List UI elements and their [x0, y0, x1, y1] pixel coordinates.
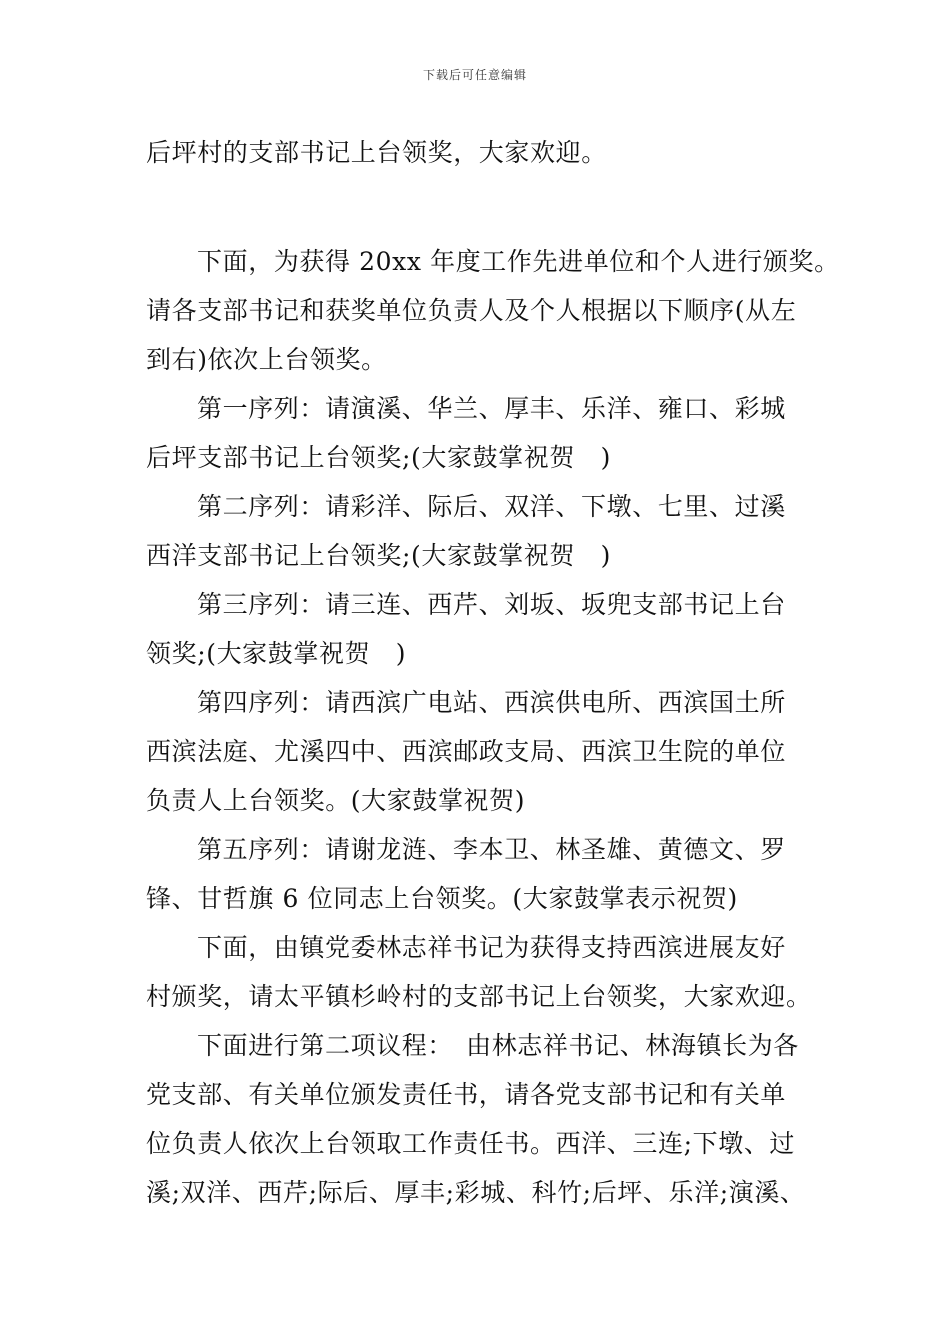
paragraph-gap	[146, 177, 836, 237]
text-line: 党支部、有关单位颁发责任书，请各党支部书记和有关单	[146, 1080, 787, 1109]
header-note: 下载后可任意编辑	[422, 68, 527, 82]
document-body	[146, 128, 840, 1217]
text-line: 后坪村的支部书记上台领奖，大家欢迎。	[146, 138, 607, 167]
text-line: 下面，为获得 20xx 年度工作先进单位和个人进行颁奖。	[197, 247, 840, 276]
text-line: 西洋支部书记上台领奖;(大家鼓掌祝贺 )	[146, 541, 611, 570]
text-line: 下面，由镇党委林志祥书记为获得支持西滨进展友好	[197, 933, 786, 962]
text-line: 第五序列：请谢龙涟、李本卫、林圣雄、黄德文、罗	[197, 835, 786, 864]
text-line: 第三序列：请三连、西芹、刘坂、坂兜支部书记上台	[197, 590, 786, 619]
text-line: 领奖;(大家鼓掌祝贺 )	[146, 639, 407, 668]
text-line: 下面进行第二项议程： 由林志祥书记、林海镇长为各	[197, 1031, 799, 1060]
text-line: 第一序列：请演溪、华兰、厚丰、乐洋、雍口、彩城	[197, 394, 786, 423]
text-line: 请各支部书记和获奖单位负责人及个人根据以下顺序(从左	[146, 296, 797, 325]
text-line: 负责人上台领奖。(大家鼓掌祝贺)	[146, 786, 526, 815]
text-line: 位负责人依次上台领取工作责任书。西洋、三连;下墩、过	[146, 1129, 796, 1158]
text-line: 西滨法庭、尤溪四中、西滨邮政支局、西滨卫生院的单位	[146, 737, 787, 766]
text-line: 溪;双洋、西芹;际后、厚丰;彩城、科竹;后坪、乐洋;演溪、	[146, 1178, 806, 1207]
text-line: 到右)依次上台领奖。	[146, 345, 387, 374]
text-line: 后坪支部书记上台领奖;(大家鼓掌祝贺 )	[146, 443, 611, 472]
text-line: 村颁奖，请太平镇杉岭村的支部书记上台领奖，大家欢迎。	[146, 982, 812, 1011]
text-line: 第二序列：请彩洋、际后、双洋、下墩、七里、过溪	[197, 492, 786, 521]
text-line: 第四序列：请西滨广电站、西滨供电所、西滨国土所	[197, 688, 786, 717]
text-line: 锋、甘哲旗 6 位同志上台领奖。(大家鼓掌表示祝贺)	[146, 884, 738, 913]
